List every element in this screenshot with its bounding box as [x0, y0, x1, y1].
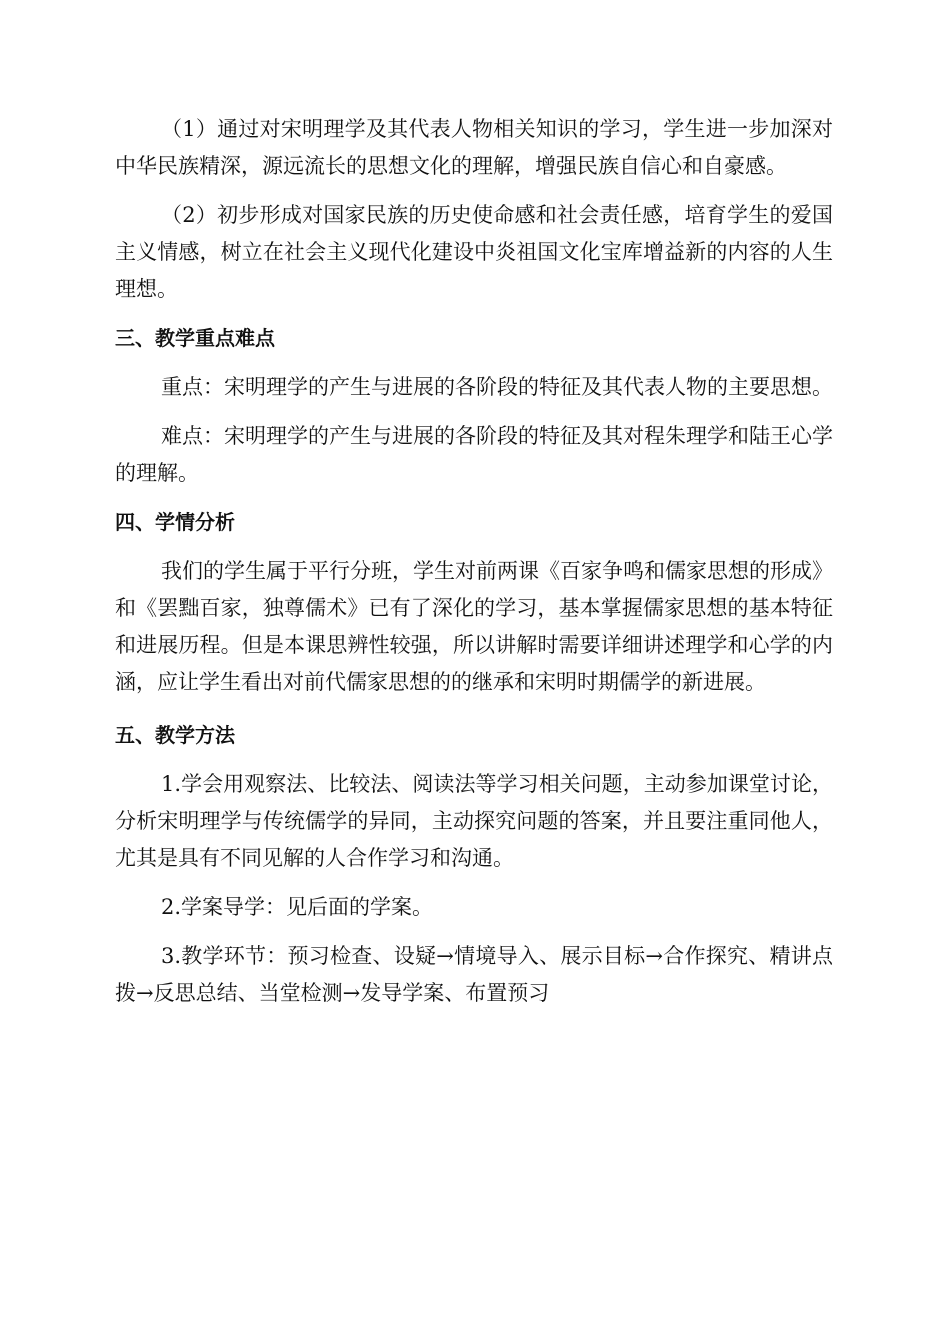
paragraph-student-analysis: 我们的学生属于平行分班，学生对前两课《百家争鸣和儒家思想的形成》和《罢黜百家，独尊儒术》已有了深化的学习，基本掌握儒家思想的基本特征和进展历程。但是本课思辨性较强，所以讲解时需要详细讲述理学和心学的内涵，应让学生看出对前代儒家思想的的继承和宋明时期儒学的新进展。	[115, 559, 833, 694]
section-heading-student-analysis: 四、学情分析	[115, 510, 235, 534]
paragraph-goal-1: （1）通过对宋明理学及其代表人物相关知识的学习，学生进一步加深对中华民族精深，源远流长的思想文化的理解，增强民族自信心和自豪感。	[115, 117, 833, 178]
paragraph-key-point: 重点：宋明理学的产生与进展的各阶段的特征及其代表人物的主要思想。	[161, 375, 833, 399]
paragraph-method-1: 1.学会用观察法、比较法、阅读法等学习相关问题，主动参加课堂讨论，分析宋明理学与传统儒学的异同，主动探究问题的答案，并且要注重同他人，尤其是具有不同见解的人合作学习和沟通。	[115, 772, 833, 870]
section-heading-teaching-methods: 五、教学方法	[115, 723, 235, 747]
paragraph-method-2: 2.学案导学：见后面的学案。	[161, 895, 434, 919]
paragraph-difficult-point: 难点：宋明理学的产生与进展的各阶段的特征及其对程朱理学和陆王心学的理解。	[115, 424, 833, 485]
paragraph-method-3: 3.教学环节：预习检查、设疑→情境导入、展示目标→合作探究、精讲点拨→反思总结、当堂检测→发导学案、布置预习	[115, 944, 833, 1005]
section-heading-key-points: 三、教学重点难点	[115, 326, 275, 350]
document-page	[115, 111, 833, 1012]
paragraph-goal-2: （2）初步形成对国家民族的历史使命感和社会责任感，培育学生的爱国主义情感，树立在社会主义现代化建设中炎祖国文化宝库增益新的内容的人生理想。	[115, 203, 833, 301]
